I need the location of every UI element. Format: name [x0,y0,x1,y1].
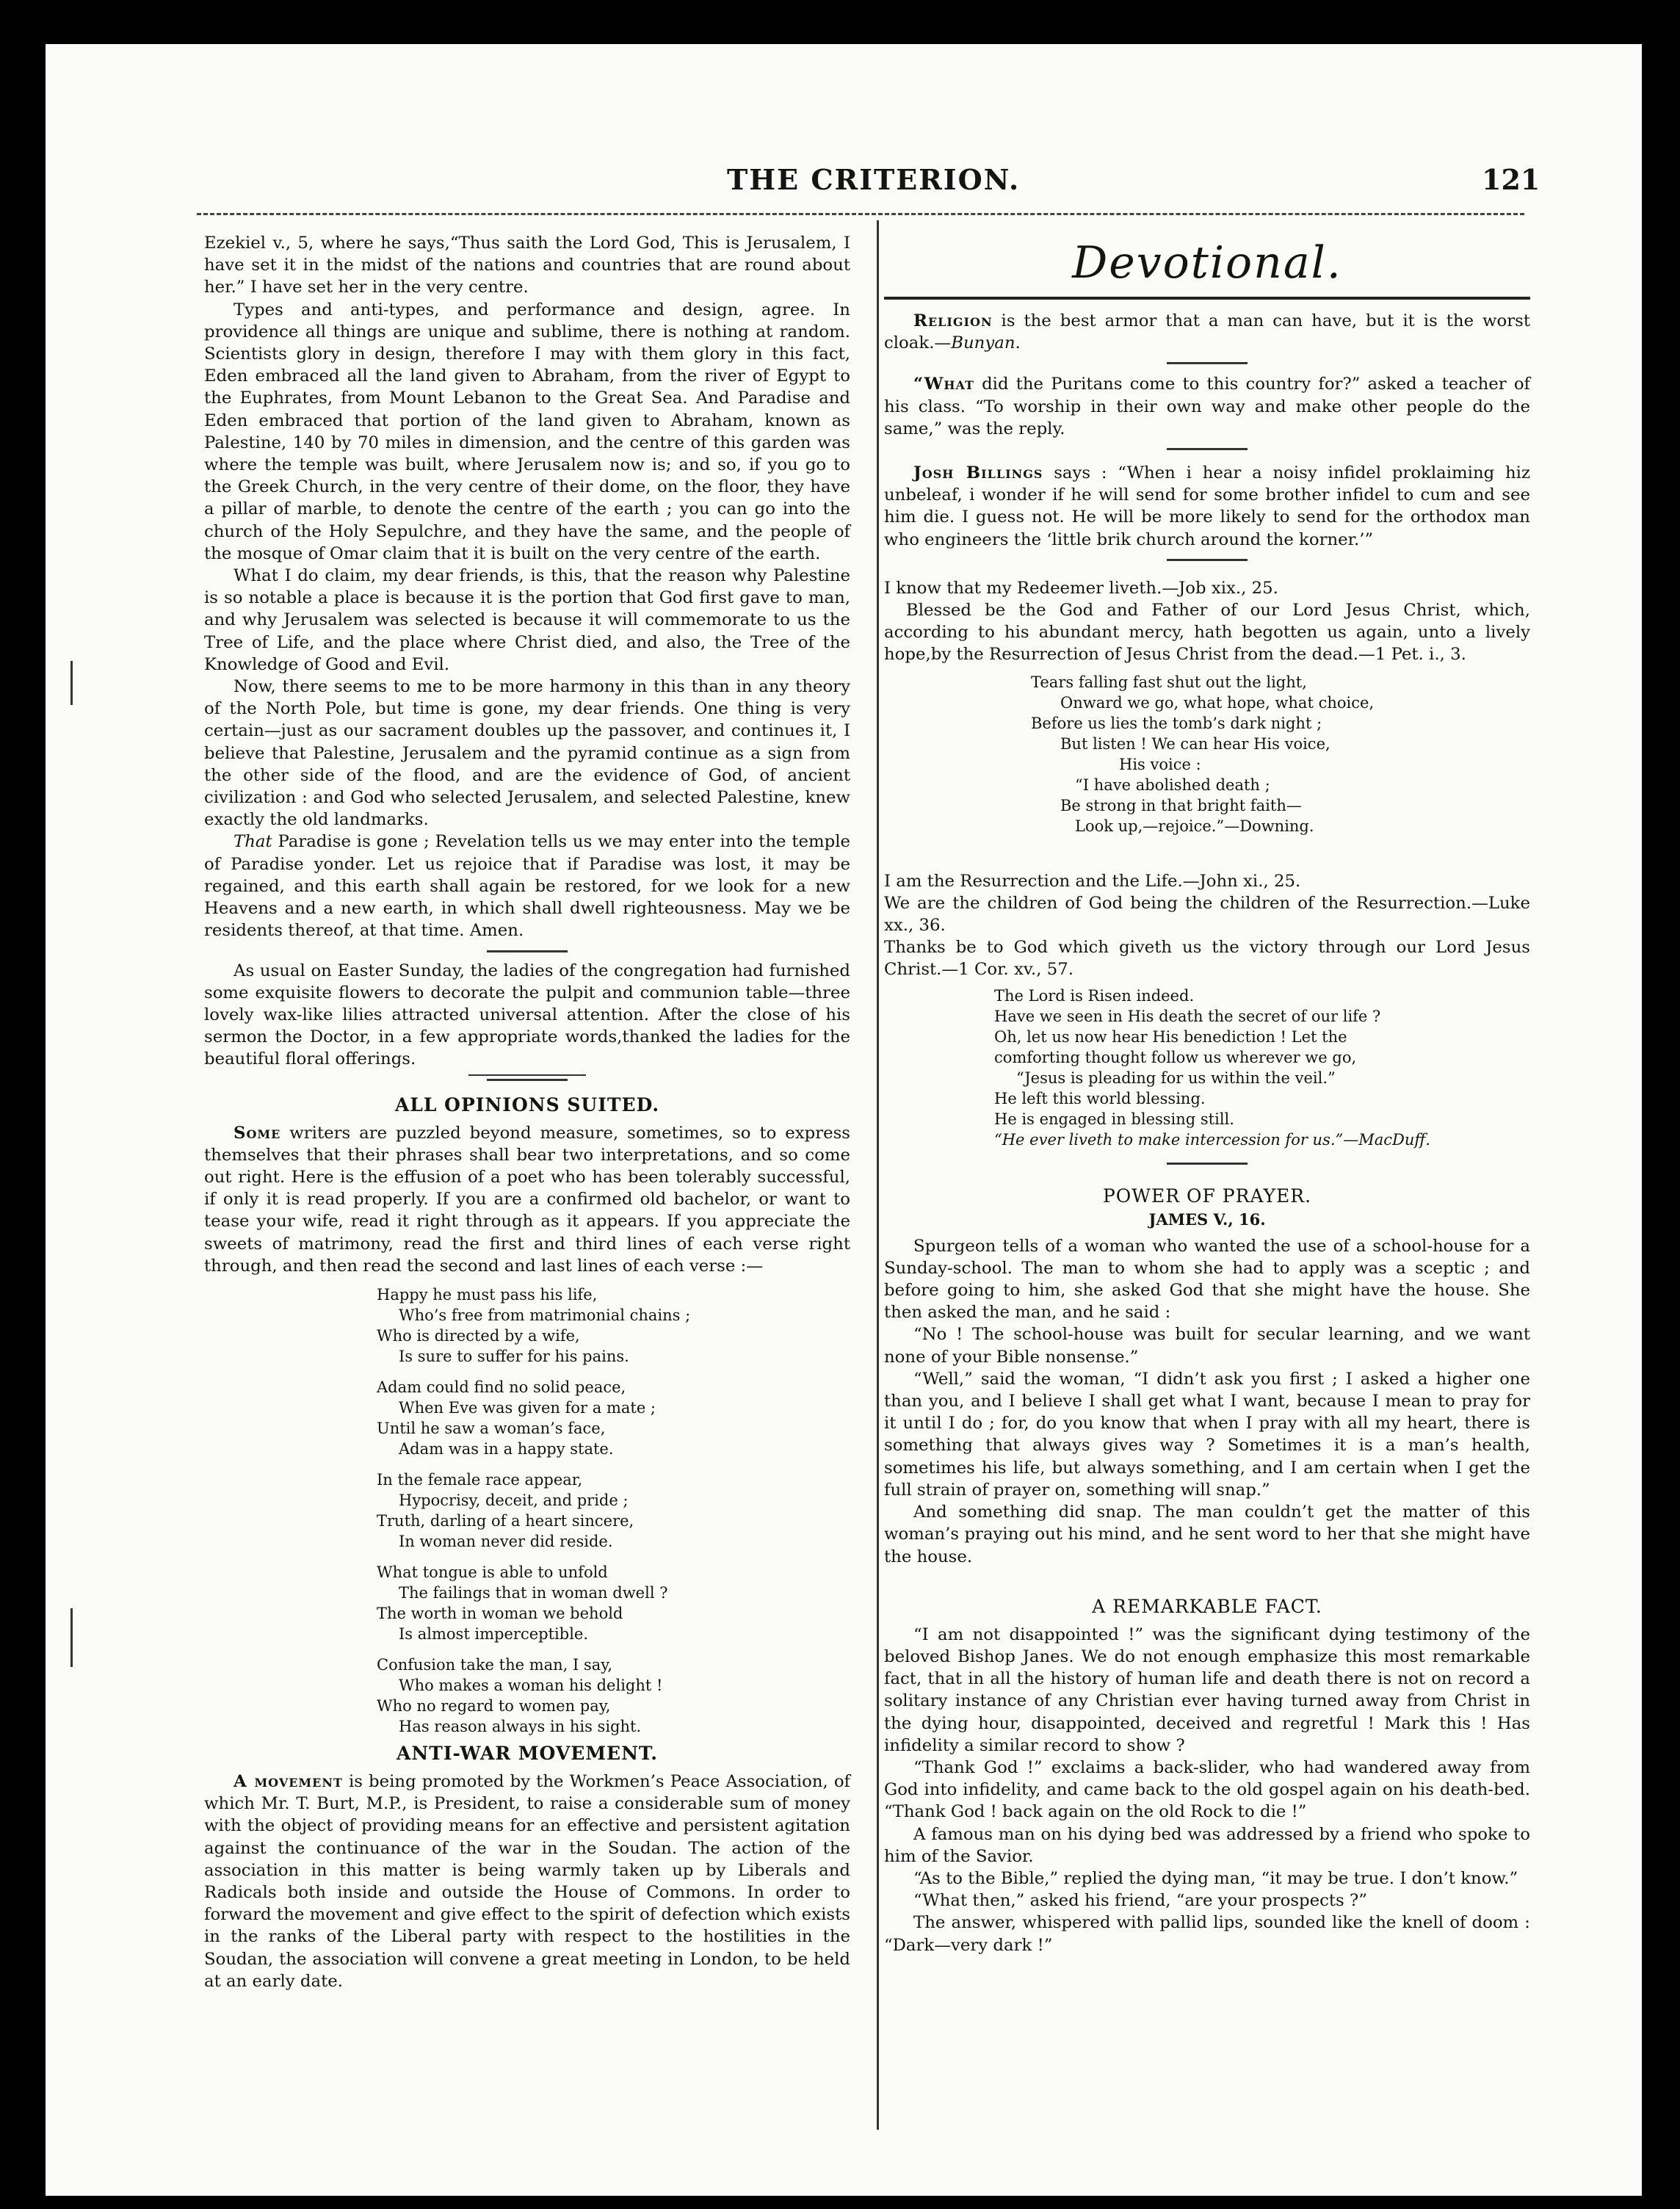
prayer-reference: JAMES V., 16. [1148,1210,1266,1229]
poem-line: The failings that in woman dwell ? [399,1583,668,1602]
risen-poem [994,986,1530,1150]
lead-word: Josh Billings [913,463,1043,483]
poem-line: Who makes a woman his delight ! [399,1676,663,1694]
poem-line: What tongue is able to unfold [377,1563,608,1581]
scripture-verse: We are the children of God being the children of the Resurrection.—Luke xx., 36. [884,893,1530,936]
fact-paragraph: “As to the Bible,” replied the dying man, “it may be true. I don’t know.” [913,1868,1518,1888]
poem-line: But listen ! We can hear His voice, [1060,734,1330,753]
poem-line: Who is directed by a wife, [377,1326,580,1345]
paragraph-text: says : “When i hear a noisy infidel proklaiming hiz unbeleaf, i wonder if he will send for some brother infidel to cum and see him die. I guess not. He will be more likely to send for the orthodox man who engineers the ‘little brik church around the korner.’” [884,463,1530,549]
lead-word: “What [913,375,974,394]
quote-author: Bunyan. [951,333,1021,353]
section-rule [884,1154,1530,1184]
page-number: 121 [1482,163,1540,196]
puritans-anecdote [884,373,1530,440]
poem-line: Has reason always in his sight. [399,1717,642,1735]
paragraph-text: Paradise is gone ; Revelation tells us we may enter into the temple of Paradise yonder. Let us rejoice that if Paradise was lost, it may be regained, and this earth shall again be restored, for we look for a new Heavens and a new earth, in which shall dwell righteousness. May we be residents thereof, at that time. Amen. [204,832,850,941]
section-ornament [204,1071,850,1093]
poem-stanza [377,1469,850,1552]
poem-stanza [377,1284,850,1367]
poem-line: Is almost imperceptible. [399,1624,589,1643]
sermon-paragraph [204,831,850,941]
poem-line: The worth in woman we behold [377,1604,623,1622]
poem-line: Have we seen in His death the secret of our life ? [994,1007,1381,1025]
poem-line: Hypocrisy, deceit, and pride ; [399,1491,629,1509]
emphasis-word: That [233,832,272,852]
poem-line: In woman never did reside. [399,1532,613,1550]
poem-line: Is sure to suffer for his pains. [399,1347,629,1365]
poem-line: In the female race appear, [377,1470,583,1489]
poem-line: Adam could find no solid peace, [377,1378,626,1396]
poem-line: “He ever liveth to make intercession for us.”—MacDuff. [994,1130,1430,1149]
poem-line: His voice : [1119,755,1201,773]
poem-line: Who’s free from matrimonial chains ; [399,1306,691,1324]
lead-word: Some [233,1123,281,1143]
scripture-verse: I am the Resurrection and the Life.—John xi., 25. [884,871,1301,891]
prayer-paragraph: Spurgeon tells of a woman who wanted the use of a school-house for a Sunday-school. The man to whom she had to apply was a sceptic ; and before going to him, she asked God that she might have the house. She then asked the man, and he said : [884,1236,1530,1323]
spacer [884,841,1530,870]
right-column [884,232,1530,1956]
poem-line: Oh, let us now hear His benediction ! Let the [994,1027,1347,1046]
matrimony-poem [377,1284,850,1737]
prayer-paragraph: “No ! The school-house was built for secular learning, and we want none of your Bible nonsense.” [884,1325,1530,1367]
paragraph-text: did the Puritans come to this country for?” asked a teacher of his class. “To worship in their own way and make other people do the same,” was the reply. [884,375,1530,438]
fact-paragraph: The answer, whispered with pallid lips, sounded like the knell of doom : “Dark—very dark !” [884,1913,1530,1955]
poem-stanza [377,1562,850,1644]
column-divider [877,220,879,2130]
fact-heading: A REMARKABLE FACT. [1092,1595,1322,1617]
margin-mark [70,1608,87,1667]
poem-line: The Lord is Risen indeed. [994,986,1195,1005]
paragraph-text: is being promoted by the Workmen’s Peace Association, of which Mr. T. Burt, M.P., is President, to raise a considerable sum of money with the object of providing means for an effective and persistent agitation against the continuance of the war in the Soudan. The action of the association in this matter is being warmly taken up by Liberals and Radicals both inside and outside the House of Commons. In order to forward the movement and give effect to the spirit of defection which exists in the ranks of the Liberal party with respect to the hostilities in the Soudan, the association will convene a great meeting in London, to be held at an early date. [204,1771,850,1991]
fact-paragraph: A famous man on his dying bed was addressed by a friend who spoke to him of the Savior. [884,1824,1530,1866]
poem-line: Confusion take the man, I say, [377,1655,613,1674]
sermon-paragraph: What I do claim, my dear friends, is this, that the reason why Palestine is so notable a place is because it is the portion that God first gave to man, and why Jerusalem was selected is because it will commemorate to us the Tree of Life, and the place where Christ died, and also, the Tree of the Knowledge of Good and Evil. [204,566,850,674]
lead-word: Religion [913,311,993,330]
poem-line: Adam was in a happy state. [399,1439,614,1458]
sermon-paragraph: Types and anti-types, and performance and design, agree. In providence all things are unique and sublime, there is nothing at random. Scientists glory in design, therefore I may with them glory in this fact, Eden embraced all the land given to Abraham, from the river of Egypt to the Euphrates, from Mount Lebanon to the Great Sea. And Paradise and Eden embraced that portion of the land given to Abraham, known as Palestine, 140 by 70 miles in dimension, and the centre of this garden was where the temple was built, where Jerusalem now is; and so, if you go to the Greek Church, in the very centre of their dome, on the floor, they have a pillar of marble, to denote the centre of the earth ; you can go into the church of the Holy Sepulchre, and they have the same, and the people of the mosque of Omar claim that it is built on the very centre of the earth. [204,300,850,563]
section-rule [884,551,1530,577]
poem-line: Before us lies the tomb’s dark night ; [1031,714,1322,732]
section-rule [204,942,850,960]
poem-line: Who no regard to women pay, [377,1696,611,1715]
poem-line: “I have abolished death ; [1075,776,1270,794]
easter-note: As usual on Easter Sunday, the ladies of the congregation had furnished some exquisite flowers to decorate the pulpit and communion table—three lovely wax-like lilies attracted universal attention. After the close of his sermon the Doctor, in a few appropriate words,thanked the ladies for the beautiful floral offerings. [204,961,850,1069]
sermon-paragraph: Now, there seems to me to be more harmony in this than in any theory of the North Pole, but time is gone, my dear friends. One thing is very certain—just as our sacrament doubles up the passover, and continues it, I believe that Palestine, Jerusalem and the pyramid continue as a sign from the other side of the flood, and are the evidence of God, of ancient civilization : and God who selected Jerusalem, and selected Palestine, knew exactly the old landmarks. [204,677,850,830]
poem-line: Onward we go, what hope, what choice, [1060,693,1375,712]
antiwar-article [204,1771,850,1992]
poem-stanza [377,1377,850,1459]
prayer-paragraph: “Well,” said the woman, “I didn’t ask you first ; I asked a higher one than you, and I believe I shall get what I want, because I mean to pray for it until I do ; for, do you know that when I pray with all my heart, there is something that always gives way ? Sometimes it is a man’s health, sometimes his life, but always something, and I am certain when I get the full strain of prayer on, something will snap.” [884,1369,1530,1500]
poem-line: Happy he must pass his life, [377,1285,598,1304]
poem-line: Until he saw a woman’s face, [377,1419,606,1437]
scripture-verse: Thanks be to God which giveth us the victory through our Lord Jesus Christ.—1 Cor. xv., 57. [884,938,1530,980]
poem-line: When Eve was given for a mate ; [399,1398,656,1417]
lead-word: A movement [233,1771,343,1791]
prayer-paragraph: And something did snap. The man couldn’t get the matter of this woman’s praying out his mind, and he sent word to her that she might have the house. [884,1503,1530,1566]
poem-line: Be strong in that bright faith— [1060,796,1302,814]
poem-stanza [377,1655,850,1737]
devotional-heading: Devotional. [1072,237,1342,289]
spacer [884,1568,1530,1594]
masthead-title: THE CRITERION. [727,163,1021,196]
paragraph-text: writers are puzzled beyond measure, sometimes, so to express themselves that their phrases shall bear two interpretations, and so come out right. Here is the effusion of a poet who has been tolerably successful, if only it is read properly. If you are a confirmed old bachelor, or want to tease your wife, read it right through as it appears. If you appreciate the sweets of matrimony, read the first and third lines of each verse right through, and then read the second and last lines of each verse :— [204,1123,850,1276]
section-rule [884,354,1530,373]
poem-line: Tears falling fast shut out the light, [1031,673,1307,691]
header-rule [197,213,1524,215]
poem-line: “Jesus is pleading for us within the veil.” [1016,1069,1336,1087]
left-column [204,232,850,1992]
opinions-intro [204,1122,850,1277]
tears-poem [1031,672,1530,836]
section-rule [884,440,1530,462]
poem-line: He is engaged in blessing still. [994,1110,1234,1128]
margin-mark [70,661,87,705]
scripture-verse: I know that my Redeemer liveth.—Job xix., 25. [884,578,1278,598]
poem-line: comforting thought follow us wherever we go, [994,1048,1357,1066]
opinions-heading: ALL OPINIONS SUITED. [394,1093,660,1116]
scripture-verse: Blessed be the God and Father of our Lord Jesus Christ, which, according to his abundant mercy, hath begotten us again, unto a lively hope,by the Resurrection of Jesus Christ from the dead.—1 Pet. i., 3. [884,601,1530,665]
prayer-heading: POWER OF PRAYER. [1102,1185,1312,1207]
poem-line: Truth, darling of a heart sincere, [377,1511,634,1530]
paragraph-text: is the best armor that a man can have, but it is the worst cloak.— [884,311,1530,353]
sermon-paragraph: Ezekiel v., 5, where he says,“Thus saith the Lord God, This is Jerusalem, I have set it in the midst of the nations and countries that are round about her.” I have set her in the very centre. [204,234,850,297]
billings-quote [884,462,1530,551]
poem-line: He left this world blessing. [994,1089,1206,1107]
fact-paragraph: “Thank God !” exclaims a back-slider, who had wandered away from God into infidelity, and came back to the old gospel again on his death-bed. “Thank God ! back again on the old Rock to die !” [884,1757,1530,1822]
fact-paragraph: “What then,” asked his friend, “are your prospects ?” [913,1891,1367,1911]
antiwar-heading: ANTI-WAR MOVEMENT. [396,1742,659,1764]
religion-quote [884,310,1530,354]
heading-rule [884,297,1530,300]
fact-paragraph: “I am not disappointed !” was the significant dying testimony of the beloved Bishop Janes. We do not enough emphasize this most remarkable fact, that in all the history of human life and death there is not on record a solitary instance of any Christian ever having turned away from Christ in the dying hour, disappointed, deceived and regretful ! Mark this ! Has infidelity a similar record to show ? [884,1624,1530,1755]
poem-line: Look up,—rejoice.”—Downing. [1075,817,1314,835]
